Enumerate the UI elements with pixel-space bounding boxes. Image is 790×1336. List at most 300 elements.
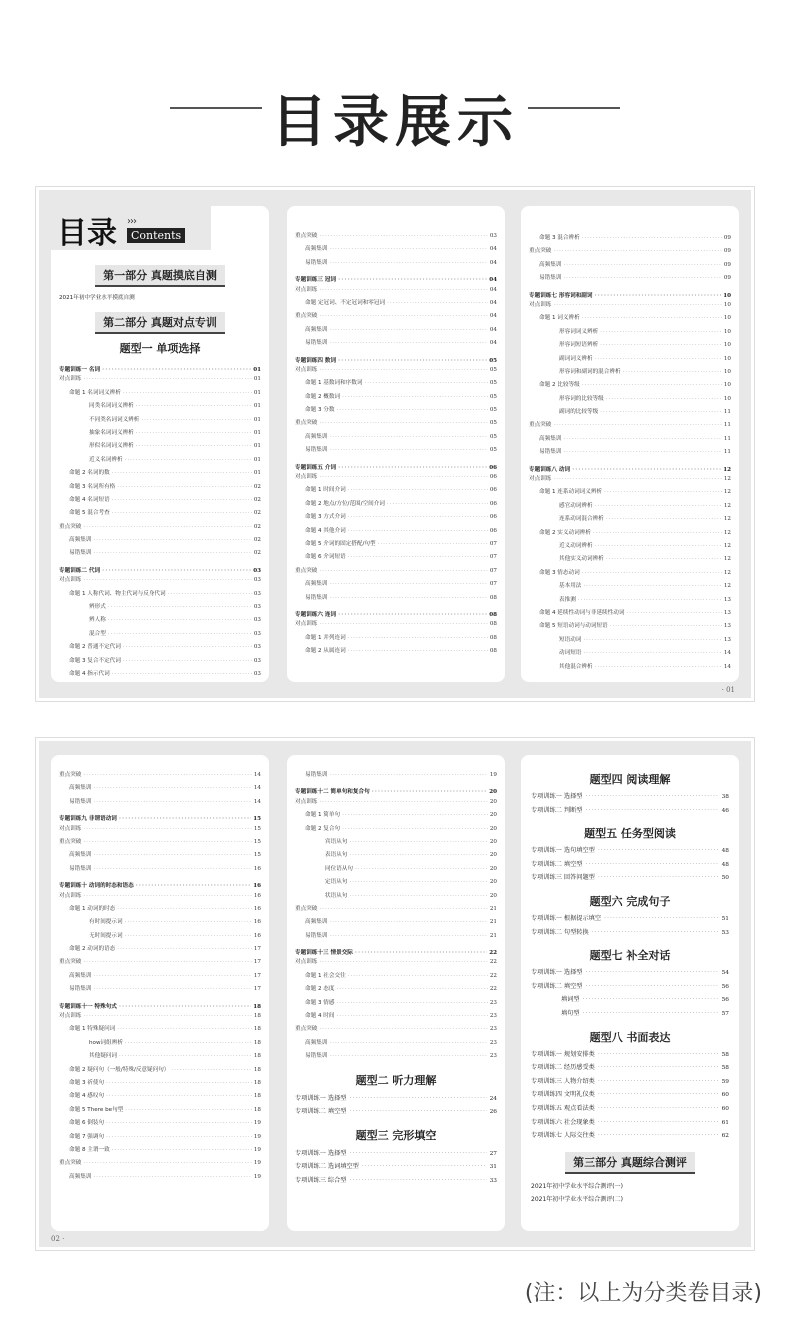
toc-entry bbox=[59, 427, 261, 440]
toc-entry-label: 重点突破 bbox=[59, 772, 82, 778]
toc-entry-label: 高频集训 bbox=[305, 581, 328, 588]
toc-entry-page: 06 bbox=[489, 487, 497, 494]
logo-english-text: Contents bbox=[127, 228, 185, 243]
toc-entry bbox=[59, 983, 261, 996]
dot-leader bbox=[93, 547, 251, 560]
toc-entry-label: 专题训练十二 简单句和复合句 bbox=[295, 789, 370, 796]
dot-leader bbox=[83, 521, 251, 534]
dot-leader bbox=[582, 379, 722, 392]
toc-entry bbox=[529, 393, 731, 406]
dot-leader bbox=[83, 769, 251, 782]
toc-entry-page: 23 bbox=[489, 1013, 497, 1020]
dot-leader bbox=[329, 1037, 487, 1050]
toc-entry-page: 09 bbox=[723, 261, 731, 268]
footnote: (注：以上为分类卷目录) bbox=[524, 1281, 762, 1306]
section-title: 题型三 完形填空 bbox=[355, 1128, 437, 1142]
toc-entry-label: 专项训练七 人际交往类 bbox=[531, 1132, 595, 1140]
dot-leader bbox=[349, 849, 487, 862]
dot-leader bbox=[125, 916, 252, 929]
toc-entry bbox=[529, 553, 731, 566]
dot-leader bbox=[83, 373, 251, 386]
dot-leader bbox=[329, 444, 487, 457]
dot-leader bbox=[600, 406, 722, 419]
toc-entry-label: 形容词词义辨析 bbox=[559, 328, 599, 335]
toc-entry-label: 命题 1 社会交往 bbox=[305, 972, 346, 979]
toc-entry-label: 专项训练三 回答问题型 bbox=[531, 874, 595, 882]
toc-entry-page: 17 bbox=[253, 959, 261, 966]
toc-entry-label: 专题训练七 形容词和副词 bbox=[529, 292, 593, 299]
toc-entry-page: 04 bbox=[489, 246, 497, 253]
dot-leader bbox=[125, 930, 252, 943]
toc-entry bbox=[295, 377, 497, 390]
toc-entry-page: 51 bbox=[721, 915, 729, 922]
dot-leader bbox=[108, 628, 252, 641]
toc-entry-page: 12 bbox=[723, 542, 731, 549]
toc-entry-label: 命题 2 态度 bbox=[305, 986, 335, 993]
toc-entry-page: 10 bbox=[723, 355, 731, 362]
toc-entry bbox=[295, 1174, 497, 1188]
toc-entry-page: 14 bbox=[253, 798, 261, 805]
toc-entry bbox=[529, 580, 731, 593]
dot-leader bbox=[112, 1144, 252, 1157]
toc-entry bbox=[531, 1061, 729, 1075]
section-title: 题型五 任务型阅读 bbox=[584, 827, 676, 841]
dot-leader bbox=[623, 366, 722, 379]
toc-entry bbox=[59, 849, 261, 862]
toc-entry bbox=[529, 513, 731, 526]
toc-entry bbox=[295, 970, 497, 983]
toc-entry bbox=[59, 970, 261, 983]
toc-entry-page: 20 bbox=[489, 838, 497, 845]
toc-entry-label: 命题 1 人称代词、物主代词与反身代词 bbox=[69, 590, 166, 597]
toc-entry bbox=[59, 668, 261, 681]
toc-entry-page: 18 bbox=[253, 1053, 261, 1060]
toc-entry-label: 形容词的比较等级 bbox=[559, 395, 604, 402]
toc-entry-label: 专项训练二 填空型 bbox=[295, 1108, 347, 1116]
toc-entry bbox=[59, 916, 261, 929]
toc-entry bbox=[59, 414, 261, 427]
toc-entry-page: 18 bbox=[253, 1066, 261, 1073]
dot-leader bbox=[600, 326, 722, 339]
toc-entry-label: 命题 6 介词短语 bbox=[305, 554, 346, 561]
dot-leader bbox=[342, 809, 488, 822]
dot-leader bbox=[585, 790, 718, 804]
toc-entry bbox=[295, 391, 497, 404]
dot-leader bbox=[329, 337, 487, 350]
toc-entry bbox=[59, 641, 261, 654]
dot-leader bbox=[598, 844, 719, 858]
dot-leader bbox=[93, 849, 251, 862]
dot-leader bbox=[348, 525, 488, 538]
dot-leader bbox=[106, 1131, 252, 1144]
toc-entry-label: 形容词短语辨析 bbox=[559, 342, 599, 349]
dot-leader bbox=[337, 1010, 488, 1023]
toc-entry-page: 23 bbox=[489, 1039, 497, 1046]
dot-leader bbox=[93, 1171, 251, 1184]
toc-entry bbox=[529, 661, 731, 674]
toc-entry bbox=[59, 1131, 261, 1144]
toc-entry-page: 12 bbox=[723, 529, 731, 536]
dot-leader bbox=[553, 245, 721, 258]
toc-entry-label: 命题 3 情感 bbox=[305, 999, 335, 1006]
dot-leader bbox=[106, 1090, 252, 1103]
toc-entry-label: 命题 4 延续性动词与非延续性动词 bbox=[539, 609, 625, 616]
toc-entry-page: 54 bbox=[721, 970, 729, 977]
toc-entry-label: 专项训练二 选词填空型 bbox=[295, 1163, 359, 1171]
toc-entry-page: 46 bbox=[721, 807, 729, 814]
toc-entry-page: 14 bbox=[253, 772, 261, 778]
toc-entry-page: 23 bbox=[489, 999, 497, 1006]
page-number: 02 · bbox=[51, 1235, 65, 1243]
toc-entry-label: 连系动词混合辨析 bbox=[559, 516, 604, 523]
chevron-right-icon: ››› bbox=[127, 216, 136, 227]
toc-entry-label: 专项训练二 句型转换 bbox=[531, 928, 589, 936]
toc-entry-page: 19 bbox=[253, 1120, 261, 1127]
dot-leader bbox=[606, 393, 722, 406]
toc-entry-page: 15 bbox=[253, 825, 261, 832]
toc-entry bbox=[529, 473, 731, 486]
toc-entry-label: 状语从句 bbox=[325, 892, 348, 899]
dot-leader bbox=[329, 578, 487, 591]
toc-entry bbox=[59, 782, 261, 795]
toc-entry-page: 20 bbox=[489, 879, 497, 886]
toc-entry bbox=[529, 272, 731, 285]
toc-entry-page: 02 bbox=[253, 496, 261, 503]
dot-leader bbox=[329, 930, 487, 943]
dot-leader bbox=[553, 299, 721, 312]
dot-leader bbox=[117, 903, 252, 916]
toc-list bbox=[59, 769, 261, 1184]
toc-entry-label: 专题训练十 动词的时态和语态 bbox=[59, 883, 134, 890]
toc-entry bbox=[59, 1117, 261, 1130]
toc-entry-page: 12 bbox=[723, 569, 731, 576]
dot-leader bbox=[93, 983, 251, 996]
toc-entry bbox=[59, 796, 261, 809]
toc-entry-label: 命题 1 名词词义辨析 bbox=[69, 389, 121, 396]
contents-logo bbox=[51, 206, 211, 250]
toc-entry-label: 基本用法 bbox=[559, 583, 582, 590]
dot-leader bbox=[610, 620, 722, 633]
toc-entry bbox=[531, 1102, 729, 1116]
toc-entry bbox=[59, 863, 261, 876]
toc-entry-label: 高频集训 bbox=[305, 919, 328, 926]
toc-entry-page: 03 bbox=[253, 577, 261, 584]
dot-leader bbox=[595, 661, 722, 674]
toc-entry-label: 填句型 bbox=[561, 1009, 580, 1017]
dot-leader bbox=[168, 588, 252, 601]
toc-entry bbox=[295, 605, 497, 618]
toc-entry-page: 12 bbox=[723, 556, 731, 563]
toc-entry-label: 高频集训 bbox=[305, 246, 328, 253]
toc-entry-page: 19 bbox=[253, 1160, 261, 1167]
toc-entry-page: 06 bbox=[489, 500, 497, 507]
toc-entry-label: 专项训练三 人物介绍类 bbox=[531, 1077, 595, 1085]
part-title: 第三部分 真题综合测评 bbox=[531, 1151, 729, 1174]
toc-entry-label: 对点训练 bbox=[59, 577, 82, 584]
toc-entry-label: 重点突破 bbox=[529, 422, 552, 429]
toc-entry bbox=[295, 997, 497, 1010]
toc-entry-page: 20 bbox=[489, 812, 497, 819]
toc-entry-page: 01 bbox=[253, 389, 261, 396]
toc-entry bbox=[295, 270, 497, 283]
toc-entry-page: 20 bbox=[489, 892, 497, 899]
toc-entry-page: 05 bbox=[489, 433, 497, 440]
toc-entry-page: 07 bbox=[489, 581, 497, 588]
toc-entry bbox=[295, 337, 497, 350]
toc-entry-label: 易错集训 bbox=[305, 340, 328, 347]
toc-list bbox=[531, 1048, 729, 1143]
toc-entry-page: 13 bbox=[723, 636, 731, 643]
toc-entry-label: 命题 3 方式介词 bbox=[305, 514, 346, 521]
toc-entry bbox=[531, 804, 729, 818]
toc-entry bbox=[531, 980, 729, 994]
toc-entry bbox=[59, 454, 261, 467]
dot-leader bbox=[598, 1088, 719, 1102]
toc-entry-page: 58 bbox=[721, 1051, 729, 1058]
toc-entry-page: 10 bbox=[723, 328, 731, 335]
dot-leader bbox=[349, 836, 487, 849]
dot-leader bbox=[319, 364, 487, 377]
toc-entry bbox=[59, 1077, 261, 1090]
toc-entry-label: 重点突破 bbox=[59, 838, 82, 845]
dot-leader bbox=[319, 471, 487, 484]
toc-entry-label: 形似名词词义辨析 bbox=[89, 443, 134, 450]
toc-entry-page: 19 bbox=[489, 772, 497, 778]
toc-entry-label: 专项训练三 综合型 bbox=[295, 1176, 347, 1184]
toc-entry-label: 近义动词辨析 bbox=[559, 542, 593, 549]
dot-leader bbox=[93, 970, 251, 983]
toc-entry-label: 命题 7 强调句 bbox=[69, 1133, 105, 1140]
toc-entry-page: 20 bbox=[489, 825, 497, 832]
dot-leader bbox=[348, 645, 488, 658]
toc-entry-label: 高频集训 bbox=[305, 433, 328, 440]
dot-leader bbox=[136, 440, 252, 453]
toc-entry bbox=[59, 373, 261, 386]
toc-entry-page: 10 bbox=[723, 342, 731, 349]
dot-leader bbox=[563, 446, 721, 459]
toc-entry bbox=[59, 809, 261, 822]
toc-entry-label: 命题 2 疑问句（一般/特殊/反意疑问句） bbox=[69, 1066, 170, 1073]
toc-entry bbox=[295, 297, 497, 310]
dot-leader bbox=[112, 507, 252, 520]
toc-entry-page: 60 bbox=[721, 1092, 729, 1099]
toc-entry-page: 05 bbox=[489, 407, 497, 414]
page-number: · 01 bbox=[721, 686, 735, 694]
toc-column-2 bbox=[287, 755, 505, 1231]
toc-entry bbox=[295, 769, 497, 782]
toc-entry bbox=[529, 567, 731, 580]
toc-entry-label: 对点训练 bbox=[295, 959, 318, 966]
toc-entry-page: 17 bbox=[253, 972, 261, 979]
toc-entry-label: 对点训练 bbox=[59, 892, 82, 899]
toc-entry bbox=[295, 551, 497, 564]
toc-entry bbox=[295, 796, 497, 809]
toc-entry-page: 02 bbox=[253, 550, 261, 557]
toc-entry bbox=[529, 326, 731, 339]
toc-entry-page: 16 bbox=[253, 865, 261, 872]
dot-leader bbox=[592, 926, 719, 940]
toc-list bbox=[531, 844, 729, 885]
dot-leader bbox=[553, 419, 721, 432]
toc-entry-page: 16 bbox=[253, 932, 261, 939]
toc-entry-page: 24 bbox=[489, 1095, 497, 1102]
dot-leader bbox=[349, 1092, 486, 1106]
toc-entry-page: 02 bbox=[253, 510, 261, 517]
toc-entry bbox=[529, 259, 731, 272]
toc-entry-page: 05 bbox=[489, 380, 497, 387]
toc-entry-label: 命题 定冠词、不定冠词和零冠词 bbox=[305, 299, 386, 306]
dot-leader bbox=[349, 1147, 486, 1161]
toc-entry-page: 19 bbox=[253, 1146, 261, 1153]
toc-entry bbox=[59, 574, 261, 587]
dot-leader bbox=[348, 511, 488, 524]
toc-entry bbox=[295, 310, 497, 323]
toc-entry bbox=[529, 540, 731, 553]
toc-entry bbox=[59, 360, 261, 373]
toc-entry-label: 高频集训 bbox=[69, 537, 92, 544]
toc-entry bbox=[295, 823, 497, 836]
toc-entry-label: 高频集训 bbox=[539, 435, 562, 442]
toc-column-3 bbox=[521, 755, 739, 1231]
toc-entry-page: 02 bbox=[253, 523, 261, 530]
dot-leader bbox=[582, 232, 722, 245]
toc-entry-page: 10 bbox=[723, 395, 731, 402]
dot-leader bbox=[108, 614, 252, 627]
toc-entry-label: 专项训练一 选择型 bbox=[531, 793, 583, 800]
dot-leader bbox=[585, 804, 718, 818]
section-title: 题型一 单项选择 bbox=[119, 342, 201, 355]
toc-entry-label: 对点训练 bbox=[529, 476, 552, 483]
toc-entry-label: 命题 1 简单句 bbox=[305, 812, 341, 819]
toc-entry-page: 17 bbox=[253, 946, 261, 953]
toc-entry bbox=[59, 1010, 261, 1023]
toc-entry-page: 08 bbox=[489, 634, 497, 641]
toc-entry-label: 易错集训 bbox=[69, 798, 92, 805]
toc-entry bbox=[59, 400, 261, 413]
toc-entry bbox=[529, 339, 731, 352]
toc-entry-label: 命题 4 感叹句 bbox=[69, 1093, 105, 1100]
toc-entry bbox=[529, 607, 731, 620]
toc-entry bbox=[295, 836, 497, 849]
toc-entry-page: 59 bbox=[721, 1078, 729, 1085]
toc-entry-page: 13 bbox=[723, 609, 731, 616]
toc-entry-label: 定语从句 bbox=[325, 879, 348, 886]
toc-entry-page: 58 bbox=[721, 1065, 729, 1072]
dot-leader bbox=[136, 427, 252, 440]
toc-entry-label: 命题 1 词义辨析 bbox=[539, 315, 580, 322]
dot-leader bbox=[125, 1037, 252, 1050]
toc-entry-page: 10 bbox=[723, 368, 731, 375]
toc-entry-label: 重点突破 bbox=[59, 1160, 82, 1167]
dot-leader bbox=[606, 513, 722, 526]
toc-entry-page: 17 bbox=[253, 986, 261, 993]
dot-leader bbox=[342, 391, 488, 404]
toc-list bbox=[295, 1147, 497, 1188]
dot-leader bbox=[593, 527, 722, 540]
dot-leader bbox=[598, 1129, 719, 1143]
toc-entry-page: 03 bbox=[253, 590, 261, 597]
toc-entry-label: 命题 4 其他介词 bbox=[305, 527, 346, 534]
toc-entry bbox=[295, 1105, 497, 1119]
toc-entry-page: 10 bbox=[723, 292, 731, 299]
toc-entry bbox=[529, 232, 731, 245]
toc-entry-label: 高频集训 bbox=[305, 326, 328, 333]
toc-list bbox=[529, 232, 731, 674]
dot-leader bbox=[348, 484, 488, 497]
toc-entry bbox=[531, 926, 729, 940]
toc-entry bbox=[59, 1050, 261, 1063]
toc-entry-label: 命题 3 分数 bbox=[305, 407, 335, 414]
toc-entry-page: 01 bbox=[253, 416, 261, 423]
toc-entry-label: 专题训练五 介词 bbox=[295, 464, 337, 471]
toc-entry bbox=[295, 257, 497, 270]
toc-entry-page: 38 bbox=[721, 794, 729, 800]
toc-entry-page: 48 bbox=[721, 848, 729, 855]
toc-entry bbox=[529, 594, 731, 607]
toc-entry-page: 04 bbox=[489, 340, 497, 347]
toc-entry bbox=[529, 634, 731, 647]
toc-entry-page: 01 bbox=[253, 429, 261, 436]
toc-entry-page: 20 bbox=[489, 865, 497, 872]
toc-entry-label: 重点突破 bbox=[59, 959, 82, 966]
toc-entry-label: 命题 3 复合不定代词 bbox=[69, 657, 121, 664]
toc-entry-page: 07 bbox=[489, 554, 497, 561]
toc-entry bbox=[59, 481, 261, 494]
dot-leader bbox=[83, 823, 251, 836]
toc-entry-label: 辨形式 bbox=[89, 604, 106, 611]
dot-leader bbox=[348, 632, 488, 645]
dot-leader bbox=[563, 433, 721, 446]
toc-spread-2 bbox=[36, 738, 754, 1250]
toc-entry-label: 近义名词辨析 bbox=[89, 456, 123, 463]
toc-entry-page: 61 bbox=[721, 1119, 729, 1126]
toc-entry-label: 宾语从句 bbox=[325, 838, 348, 845]
toc-entry-page: 60 bbox=[721, 1105, 729, 1112]
toc-entry bbox=[531, 1088, 729, 1102]
toc-entry bbox=[529, 406, 731, 419]
dot-leader bbox=[337, 983, 488, 996]
toc-entry-page: 18 bbox=[253, 1079, 261, 1086]
toc-entry-label: 同类名词词义辨析 bbox=[89, 403, 134, 410]
toc-entry: 2021年初中学业水平综合测评(一) bbox=[531, 1182, 623, 1190]
toc-entry-label: 易错集训 bbox=[305, 772, 328, 778]
toc-entry-label: 专题训练三 冠词 bbox=[295, 277, 337, 284]
dot-leader bbox=[117, 1023, 252, 1036]
page-title: 目录展示 bbox=[271, 90, 519, 155]
toc-entry-page: 15 bbox=[253, 852, 261, 859]
section-title: 题型二 听力理解 bbox=[355, 1073, 437, 1087]
toc-entry-page: 14 bbox=[253, 785, 261, 792]
toc-entry-page: 18 bbox=[253, 1106, 261, 1113]
toc-entry-page: 15 bbox=[253, 816, 261, 823]
toc-entry-page: 05 bbox=[489, 393, 497, 400]
dot-leader bbox=[583, 993, 719, 1007]
toc-entry-label: 辨人称 bbox=[89, 617, 106, 624]
dot-leader bbox=[583, 1007, 719, 1021]
toc-entry bbox=[295, 809, 497, 822]
toc-entry-label: 专题训练六 连词 bbox=[295, 611, 337, 618]
toc-entry-page: 23 bbox=[489, 1053, 497, 1060]
toc-entry-label: 重点突破 bbox=[295, 567, 318, 574]
toc-entry-label: 副词词义辨析 bbox=[559, 355, 593, 362]
toc-entry-label: 专项训练二 判断型 bbox=[531, 806, 583, 814]
toc-entry-page: 05 bbox=[489, 447, 497, 454]
toc-entry-label: 命题 2 普通不定代词 bbox=[69, 644, 121, 651]
toc-entry bbox=[295, 484, 497, 497]
toc-entry-page: 08 bbox=[489, 621, 497, 628]
toc-entry-label: 有时间提示词 bbox=[89, 919, 123, 926]
dot-leader bbox=[319, 618, 487, 631]
